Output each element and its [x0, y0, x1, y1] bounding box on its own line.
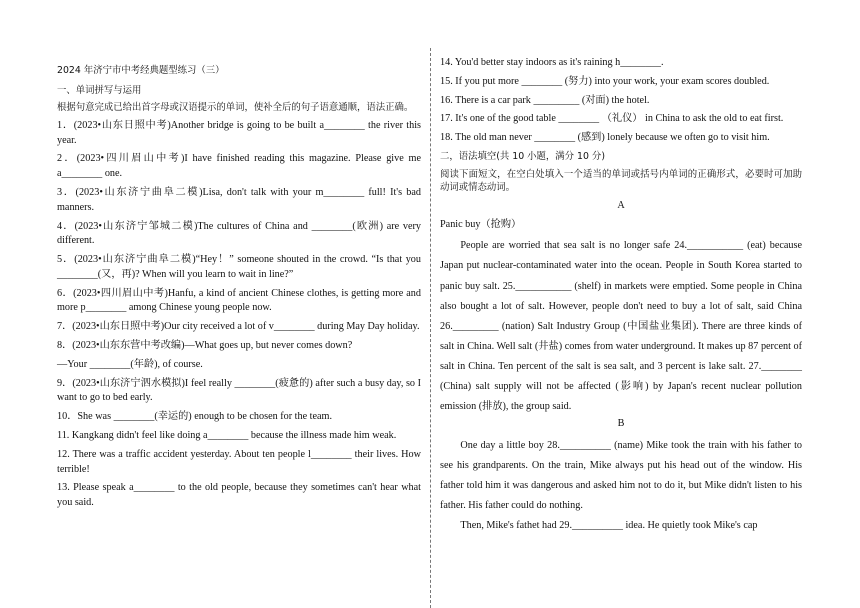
- right-column: [440, 56, 802, 536]
- left-column: [57, 64, 421, 515]
- section1-instructions: 根据句意完成已给出首字母或汉语提示的单词，使补全后的句子语意通顺，语法正确。: [57, 102, 414, 114]
- question-item: —Your ________(年龄), of course.: [57, 358, 203, 370]
- document-title: 2024 年济宁市中考经典题型练习（三）: [57, 65, 225, 76]
- section2-heading: 二，语法填空(共 10 小题，满分 10 分): [440, 150, 605, 162]
- question-item: 4．(2023•山东济宁邹城二模)The cultures of China and ________(欧洲) are very different.: [57, 220, 421, 247]
- question-item: 1．(2023•山东日照中考)Another bridge is going to be built a________ the river this year.: [57, 119, 421, 146]
- question-item: 7．(2023•山东日照中考)Our city received a lot of v________ during May Day holiday.: [57, 321, 420, 333]
- question-item: 9．(2023•山东济宁泗水模拟)I feel really ________(疲惫的) after such a busy day, so I want to go to bed early.: [57, 377, 421, 404]
- question-item: 5．(2023•山东济宁曲阜二模)“Hey！” someone shouted in the crowd. “Is that you ________(又，再)? When will you learn to wait in line?”: [57, 254, 421, 280]
- question-item: 12. There was a traffic accident yesterday. About ten people l________ their lives. How terrible!: [57, 448, 421, 475]
- question-item: 2．(2023•四川眉山中考)I have finished reading this magazine. Please give me a________ one.: [57, 153, 421, 180]
- passage-a-title: Panic buy（抢购）: [440, 218, 522, 230]
- question-item: 11. Kangkang didn't feel like doing a________ because the illness made him weak.: [57, 429, 397, 441]
- question-item: 18. The old man never ________ (感到) lonely because we often go to visit him.: [440, 132, 770, 144]
- question-item: 13. Please speak a________ to the old people, because they sometimes can't hear what you said.: [57, 482, 421, 509]
- question-item: 10．She was ________(幸运的) enough to be chosen for the team.: [57, 411, 333, 423]
- section1-heading: 一、单词拼写与运用: [57, 84, 142, 96]
- question-item: 8．(2023•山东东营中考改编)—What goes up, but never comes down?: [57, 340, 353, 352]
- question-item: 16. There is a car park _________ (对面) the hotel.: [440, 94, 650, 106]
- section2-instructions: 阅读下面短文，在空白处填入一个适当的单词或括号内单词的正确形式，必要时可加助动词或情态动词。: [440, 168, 802, 194]
- passage-a-text: People are worried that sea salt is no longer safe 24.___________ (eat) because Japan put nuclear-contaminated water into the ocean. People in South Korea started to panic buy salt. 25.___________ (shelf) in markets were emptied. Some people in China also bought a lot of salt. However, people don't need to buy a lot of salt, said China 26._________ (nation) Salt Industry Group (中国盐业集团). There are three kinds of salt in China. Well salt (井盐) comes from water underground. It makes up 87 percent of salt in China. Ten percent of the salt is sea salt, and 3 percent is lake salt. 27.________ (China) salt supply will not be affected (影响) by Japan's recent nuclear pollution emission (排放), the group said.: [440, 240, 802, 413]
- question-item: 3．(2023•山东济宁曲阜二模)Lisa, don't talk with your m________ full! It's bad manners.: [57, 187, 421, 213]
- passage-a-label: A: [617, 199, 625, 211]
- column-divider: [430, 48, 431, 608]
- passage-b-label: B: [617, 418, 625, 430]
- question-item: 14. You'd better stay indoors as it's raining h________.: [440, 57, 664, 68]
- question-item: 6．(2023•四川眉山中考)Hanfu, a kind of ancient Chinese clothes, is getting more and more p________ among Chinese young people now.: [57, 287, 421, 314]
- passage-b-paragraph-2: Then, Mike's fathet had 29.__________ idea. He quietly took Mike's cap: [460, 520, 758, 532]
- question-item: 15. If you put more ________ (努力) into your work, your exam scores doubled.: [440, 75, 770, 87]
- question-item: 17. It's one of the good table ________ （礼仪） in China to ask the old to eat first.: [440, 113, 784, 125]
- passage-b-paragraph-1: One day a little boy 28.__________ (name) Mike took the train with his father to see his grandparents. On the train, Mike always put his head out of the window. His father told him it was dangerous and asked him not to do it, but Mike didn't listen to his father. His father could do nothing.: [440, 439, 802, 512]
